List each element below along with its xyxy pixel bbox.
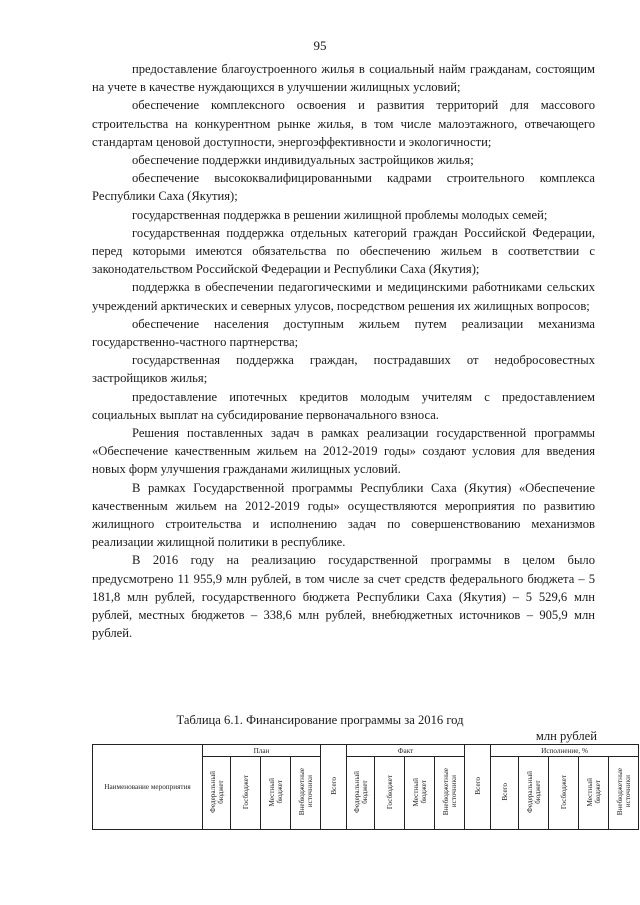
table-header-row — [93, 745, 639, 757]
table-units: млн рублей — [535, 729, 597, 743]
header-fact-federal: Федеральный бюджет — [347, 757, 375, 830]
header-plan-extrabudget: Внебюджетные источники — [291, 757, 321, 830]
header-exec-federal: Федеральный бюджет — [519, 757, 549, 830]
header-fact-total: Всего — [465, 745, 491, 830]
paragraph: поддержка в обеспечении педагогическими и медицинскими работниками сельских учреждений арктических и северных улусов, посредством решения их жилищных вопросов; — [92, 280, 595, 313]
header-exec-extrabudget: Внебюджетные источники — [609, 757, 639, 830]
header-fact-state: Госбюджет — [375, 757, 405, 830]
paragraph: предоставление благоустроенного жилья в социальный найм гражданам, состоящим на учете в качестве нуждающихся в улучшении жилищных условий; — [92, 62, 595, 95]
header-exec-local: Местный бюджет — [579, 757, 609, 830]
header-exec-total: Всего — [491, 757, 519, 830]
paragraph: обеспечение населения доступным жильем путем реализации механизма государственно-частного партнерства; — [92, 316, 595, 350]
header-plan: План — [203, 745, 321, 757]
header-execution: Исполнение, % — [491, 745, 639, 757]
header-plan-state: Госбюджет — [231, 757, 261, 830]
body-text — [92, 60, 595, 643]
financing-table — [92, 744, 639, 830]
header-fact-local: Местный бюджет — [405, 757, 435, 830]
paragraph: обеспечение комплексного освоения и развития территорий для массового строительства на конкурентном рынке жилья, в том числе малоэтажного, отвечающего стандартам ценовой доступности, энергоэффективности и экологичности; — [92, 98, 595, 149]
paragraph: В 2016 году на реализацию государственной программы в целом было предусмотрено 11 955,9 млн рублей, в том числе за счет средств федерального бюджета – 5 181,8 млн рублей, государственного бюджета Республики Саха (Якутия) – 5 529,6 млн рублей, местных бюджетов – 338,6 млн рублей, внебюджетных источников – 905,9 млн рублей. — [92, 553, 595, 641]
paragraph: В рамках Государственной программы Республики Саха (Якутия) «Обеспечение качественным жильем на 2012-2019 годы» осуществляются мероприятия по развитию жилищного строительства и исполнению задач по совершенствованию механизмов реализации жилищной политики в республике. — [92, 480, 595, 550]
paragraph: обеспечение высококвалифицированными кадрами строительного комплекса Республики Саха (Якутия); — [92, 171, 595, 204]
paragraph: государственная поддержка в решении жилищной проблемы молодых семей; — [132, 207, 548, 222]
header-activity-name: Наименование мероприятия — [93, 745, 203, 830]
paragraph: Решения поставленных задач в рамках реализации государственной программы «Обеспечение качественным жильем на 2012-2019 годы» создают условия для введения новых форм улучшения гражданами жилищных условий. — [92, 426, 595, 477]
header-fact: Факт — [347, 745, 465, 757]
header-plan-federal: Федеральный бюджет — [203, 757, 231, 830]
table-caption: Таблица 6.1. Финансирование программы за 2016 год — [176, 713, 464, 727]
header-plan-local: Местный бюджет — [261, 757, 291, 830]
header-fact-extrabudget: Внебюджетные источники — [435, 757, 465, 830]
paragraph: государственная поддержка отдельных категорий граждан Российской Федерации, перед которыми имеются обязательства по обеспечению жильем в соответствии с законодательством Российской Федерации и Республики Саха (Якутия); — [92, 225, 595, 277]
header-exec-state: Госбюджет — [549, 757, 579, 830]
paragraph: обеспечение поддержки индивидуальных застройщиков жилья; — [132, 153, 474, 168]
paragraph: предоставление ипотечных кредитов молодым учителям с предоставлением социальных выплат на субсидирование первоначального взноса. — [92, 389, 595, 422]
page-number: 95 — [313, 38, 327, 53]
paragraph: государственная поддержка граждан, пострадавших от недобросовестных застройщиков жилья; — [92, 353, 595, 386]
header-plan-total: Всего — [321, 745, 347, 830]
